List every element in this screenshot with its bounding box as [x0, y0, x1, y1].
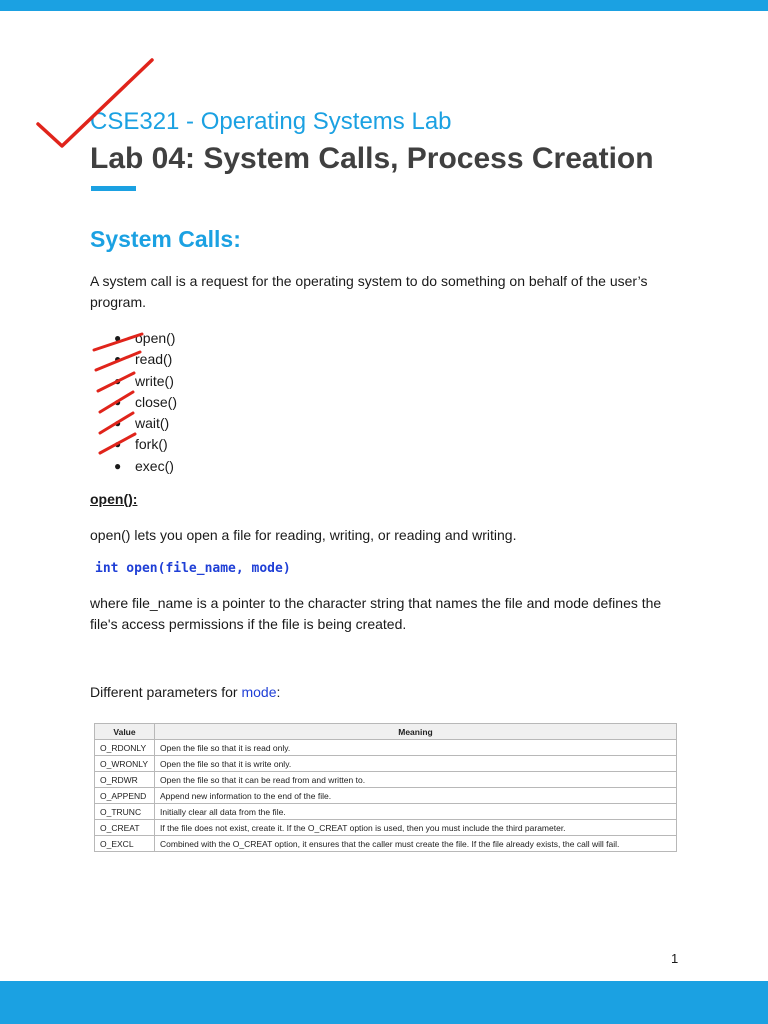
table-row [95, 788, 677, 804]
table-cell-value: O_APPEND [95, 788, 155, 804]
list-item [90, 392, 177, 413]
section-heading-system-calls: System Calls: [90, 226, 241, 252]
table-cell-meaning: Open the file so that it is read only. [155, 740, 677, 756]
table-row [95, 740, 677, 756]
table-header-row [95, 724, 677, 740]
open-description: open() lets you open a file for reading, writing, or reading and writing. [90, 527, 517, 543]
syscall-name: wait() [135, 415, 170, 432]
column-header-value: Value [95, 724, 155, 740]
table-cell-value: O_RDONLY [95, 740, 155, 756]
syscall-list [90, 328, 177, 477]
syscall-name: close() [135, 393, 178, 410]
code-signature: int open(file_name, mode) [95, 561, 291, 576]
list-item [90, 328, 177, 349]
table-cell-meaning: Initially clear all data from the file. [155, 804, 677, 820]
table-cell-meaning: Open the file so that it can be read from and written to. [155, 772, 677, 788]
bullet-icon: ● [114, 437, 122, 452]
list-item [90, 456, 177, 477]
title-underline [91, 186, 136, 191]
open-heading: open(): [90, 491, 138, 507]
bullet-icon: ● [114, 394, 122, 409]
top-accent-band [0, 0, 768, 11]
table-row [95, 820, 677, 836]
table-cell-value: O_TRUNC [95, 804, 155, 820]
mode-word: mode [241, 684, 277, 700]
page-title: Lab 04: System Calls, Process Creation [90, 142, 654, 175]
bottom-accent-band [0, 981, 768, 1024]
table-cell-value: O_WRONLY [95, 756, 155, 772]
table-row [95, 804, 677, 820]
table-cell-meaning: Append new information to the end of the file. [155, 788, 677, 804]
list-item [90, 434, 177, 455]
table-cell-value: O_RDWR [95, 772, 155, 788]
bullet-icon: ● [114, 458, 122, 473]
mode-table [94, 723, 677, 852]
bullet-icon: ● [114, 352, 122, 367]
column-header-meaning: Meaning [155, 724, 677, 740]
page-number: 1 [671, 951, 679, 966]
syscall-name: exec() [135, 457, 174, 474]
list-item [90, 371, 177, 392]
syscall-name: fork() [135, 436, 168, 453]
where-paragraph: where file_name is a pointer to the character string that names the file and mode defines the file's access permissions if the file is being created. [90, 595, 662, 632]
syscall-name: open() [135, 330, 176, 346]
table-cell-meaning: If the file does not exist, create it. If the O_CREAT option is used, then you must include the third parameter. [155, 820, 677, 836]
syscall-name: read() [135, 351, 173, 368]
table-row [95, 756, 677, 772]
table-row [95, 836, 677, 852]
bullet-icon: ● [114, 331, 122, 345]
params-label-text: Different parameters for [90, 684, 242, 700]
table-row [95, 772, 677, 788]
course-title: CSE321 - Operating Systems Lab [90, 108, 452, 135]
syscall-name: write() [135, 372, 174, 389]
table-cell-value: O_EXCL [95, 836, 155, 852]
intro-paragraph: A system call is a request for the operating system to do something on behalf of the user’s program. [90, 273, 648, 310]
bullet-icon: ● [114, 416, 122, 431]
table-cell-meaning: Open the file so that it is write only. [155, 756, 677, 772]
params-label [90, 682, 280, 703]
list-item [90, 413, 177, 434]
bullet-icon: ● [114, 373, 122, 388]
params-colon: : [276, 684, 281, 700]
table-cell-meaning: Combined with the O_CREAT option, it ensures that the caller must create the file. If the file already exists, the call will fail. [155, 836, 677, 852]
table-cell-value: O_CREAT [95, 820, 155, 836]
list-item [90, 349, 177, 370]
